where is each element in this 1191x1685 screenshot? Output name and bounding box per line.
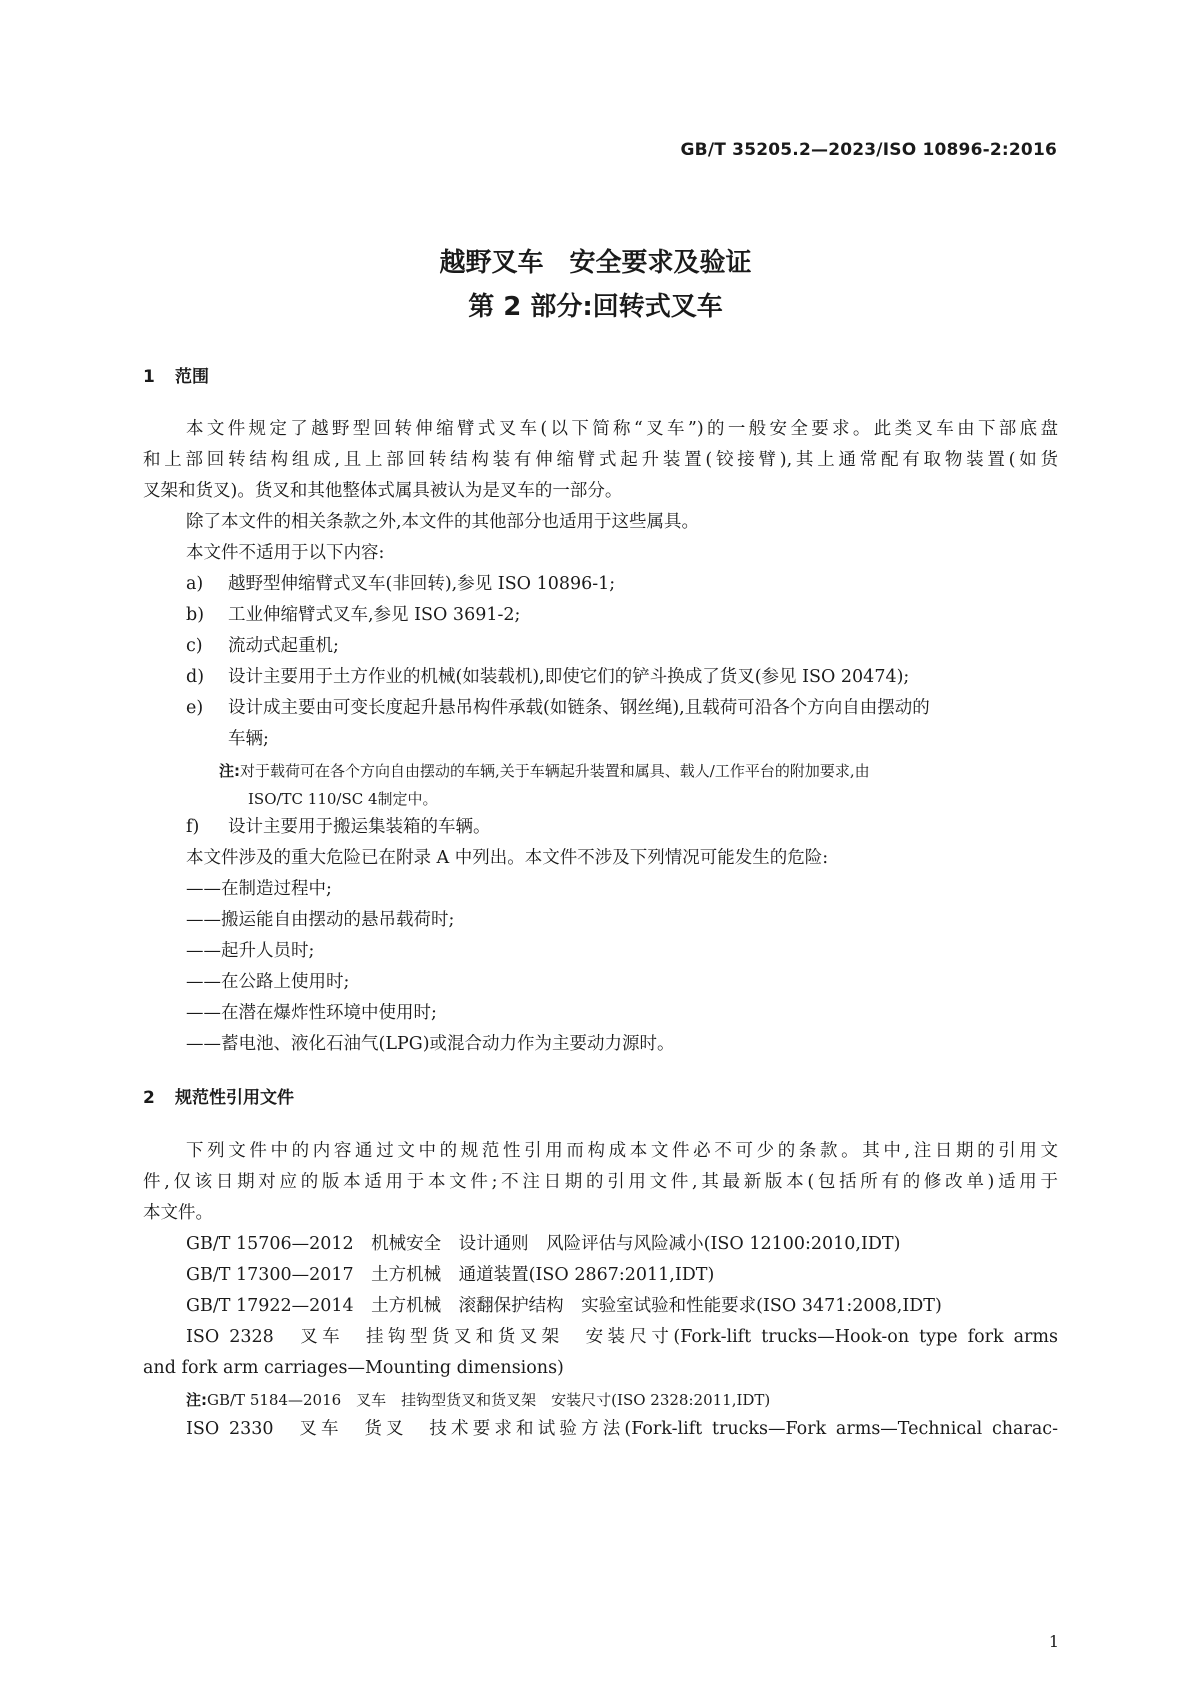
reference-note <box>186 1388 1101 1412</box>
section-1-heading <box>143 362 209 387</box>
standard-code: GB/T 35205.2—2023/ISO 10896-2:2016 <box>680 140 1057 160</box>
list-item <box>186 603 1101 627</box>
note-label: 注: <box>219 762 240 780</box>
list-item <box>186 572 1101 596</box>
paragraph-line: 除了本文件的相关条款之外,本文件的其他部分也适用于这些属具。 <box>186 512 700 532</box>
paragraph-line: 件,仅该日期对应的版本适用于本文件;不注日期的引用文件,其最新版本(包括所有的修改单)适用于 <box>143 1172 1058 1192</box>
list-label: d) <box>186 667 205 687</box>
dash-item: ——起升人员时; <box>186 941 315 961</box>
note-text: GB/T 5184—2016 叉车 挂钩型货叉和货叉架 安装尺寸(ISO 2328:2011,IDT) <box>207 1391 771 1409</box>
list-text: 设计主要用于搬运集装箱的车辆。 <box>228 817 491 837</box>
paragraph-line: 和上部回转结构组成,且上部回转结构装有伸缩臂式起升装置(铰接臂),其上通常配有取物装置(如货 <box>143 450 1058 470</box>
list-item <box>186 665 1101 689</box>
reference-item: GB/T 17300—2017 土方机械 通道装置(ISO 2867:2011,IDT) <box>186 1265 715 1285</box>
dash-item: ——在制造过程中; <box>186 879 332 899</box>
document-title-line1: 越野叉车 安全要求及验证 <box>439 248 752 278</box>
reference-continuation: and fork arm carriages—Mounting dimensions) <box>143 1358 564 1378</box>
section-number: 1 <box>143 367 155 387</box>
dash-item: ——蓄电池、液化石油气(LPG)或混合动力作为主要动力源时。 <box>186 1034 675 1054</box>
list-label: c) <box>186 636 203 656</box>
list-text: 设计主要用于土方作业的机械(如装载机),即使它们的铲斗换成了货叉(参见 ISO 20474); <box>228 667 910 687</box>
reference-item: GB/T 15706—2012 机械安全 设计通则 风险评估与风险减小(ISO 12100:2010,IDT) <box>186 1234 901 1254</box>
paragraph-line: 叉架和货叉)。货叉和其他整体式属具被认为是叉车的一部分。 <box>143 481 623 501</box>
list-label: f) <box>186 817 200 837</box>
list-text: 越野型伸缩臂式叉车(非回转),参见 ISO 10896-1; <box>228 574 616 594</box>
document-title-line2: 第 2 部分:回转式叉车 <box>468 292 723 322</box>
list-item-continuation: 车辆; <box>228 729 269 749</box>
reference-item: ISO 2328 叉车 挂钩型货叉和货叉架 安装尺寸(Fork-lift trucks—Hook-on type fork arms <box>186 1327 1058 1347</box>
list-item <box>186 634 1101 658</box>
page-number: 1 <box>1048 1632 1059 1651</box>
dash-item: ——搬运能自由摆动的悬吊载荷时; <box>186 910 455 930</box>
note <box>219 759 1134 783</box>
note-continuation: ISO/TC 110/SC 4制定中。 <box>248 790 438 808</box>
list-label: b) <box>186 605 205 625</box>
list-text: 流动式起重机; <box>228 636 339 656</box>
section-2-heading <box>143 1083 294 1108</box>
paragraph-line: 本文件规定了越野型回转伸缩臂式叉车(以下简称“叉车”)的一般安全要求。此类叉车由下部底盘 <box>186 419 1058 439</box>
reference-item: ISO 2330 叉车 货叉 技术要求和试验方法(Fork-lift trucks—Fork arms—Technical charac- <box>186 1419 1058 1439</box>
reference-item: GB/T 17922—2014 土方机械 滚翻保护结构 实验室试验和性能要求(ISO 3471:2008,IDT) <box>186 1296 942 1316</box>
note-label: 注: <box>186 1391 207 1409</box>
list-text: 设计成主要由可变长度起升悬吊构件承载(如链条、钢丝绳),且载荷可沿各个方向自由摆动的 <box>228 698 930 718</box>
list-label: a) <box>186 574 204 594</box>
section-title: 规范性引用文件 <box>175 1088 294 1108</box>
paragraph-line: 本文件不适用于以下内容: <box>186 543 385 563</box>
dash-item: ——在公路上使用时; <box>186 972 350 992</box>
section-number: 2 <box>143 1088 155 1108</box>
list-item <box>186 815 1101 839</box>
dash-item: ——在潜在爆炸性环境中使用时; <box>186 1003 437 1023</box>
paragraph-line: 下列文件中的内容通过文中的规范性引用而构成本文件必不可少的条款。其中,注日期的引用文 <box>186 1141 1058 1161</box>
list-item <box>186 696 1101 720</box>
note-text: 对于载荷可在各个方向自由摆动的车辆,关于车辆起升装置和属具、载人/工作平台的附加要求,由 <box>240 762 870 780</box>
paragraph-line: 本文件涉及的重大危险已在附录 A 中列出。本文件不涉及下列情况可能发生的危险: <box>186 848 829 868</box>
section-title: 范围 <box>175 367 209 387</box>
paragraph-line: 本文件。 <box>143 1203 213 1223</box>
list-label: e) <box>186 698 204 718</box>
list-text: 工业伸缩臂式叉车,参见 ISO 3691-2; <box>228 605 521 625</box>
